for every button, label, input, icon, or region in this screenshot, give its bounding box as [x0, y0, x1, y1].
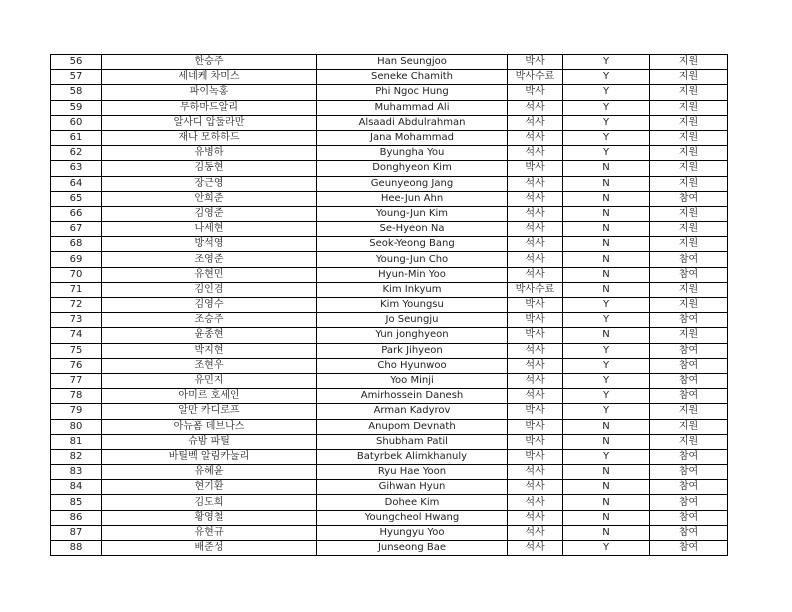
- yes-no-cell: Y: [563, 146, 650, 161]
- degree-cell: 석사: [508, 237, 563, 252]
- yes-no-cell: N: [563, 176, 650, 191]
- status-cell: 지원: [650, 85, 728, 100]
- korean-name-cell: 유병하: [102, 146, 317, 161]
- table-row: [51, 373, 728, 388]
- row-number-cell: 69: [51, 252, 102, 267]
- english-name-cell: Gihwan Hyun: [317, 480, 508, 495]
- korean-name-cell: 재나 모하하드: [102, 130, 317, 145]
- english-name-cell: Arman Kadyrov: [317, 404, 508, 419]
- yes-no-cell: N: [563, 434, 650, 449]
- status-cell: 참여: [650, 252, 728, 267]
- row-number-cell: 71: [51, 282, 102, 297]
- degree-cell: 석사: [508, 130, 563, 145]
- yes-no-cell: Y: [563, 373, 650, 388]
- korean-name-cell: 김인겸: [102, 282, 317, 297]
- english-name-cell: Muhammad Ali: [317, 100, 508, 115]
- degree-cell: 석사: [508, 191, 563, 206]
- korean-name-cell: 무하마드알리: [102, 100, 317, 115]
- yes-no-cell: Y: [563, 389, 650, 404]
- degree-cell: 박사: [508, 161, 563, 176]
- status-cell: 참여: [650, 267, 728, 282]
- status-cell: 참여: [650, 313, 728, 328]
- row-number-cell: 60: [51, 115, 102, 130]
- table-row: [51, 480, 728, 495]
- status-cell: 참여: [650, 449, 728, 464]
- yes-no-cell: N: [563, 282, 650, 297]
- degree-cell: 박사: [508, 85, 563, 100]
- english-name-cell: Seneke Chamith: [317, 70, 508, 85]
- row-number-cell: 78: [51, 389, 102, 404]
- table-row: [51, 465, 728, 480]
- status-cell: 지원: [650, 70, 728, 85]
- degree-cell: 박사: [508, 449, 563, 464]
- yes-no-cell: Y: [563, 55, 650, 70]
- degree-cell: 박사: [508, 313, 563, 328]
- korean-name-cell: 박지현: [102, 343, 317, 358]
- table-row: [51, 267, 728, 282]
- status-cell: 지원: [650, 100, 728, 115]
- english-name-cell: Yoo Minji: [317, 373, 508, 388]
- english-name-cell: Dohee Kim: [317, 495, 508, 510]
- status-cell: 지원: [650, 161, 728, 176]
- row-number-cell: 81: [51, 434, 102, 449]
- status-cell: 참여: [650, 510, 728, 525]
- table-row: [51, 298, 728, 313]
- english-name-cell: Amirhossein Danesh: [317, 389, 508, 404]
- row-number-cell: 72: [51, 298, 102, 313]
- english-name-cell: Phi Ngoc Hung: [317, 85, 508, 100]
- korean-name-cell: 세네케 차미스: [102, 70, 317, 85]
- status-cell: 지원: [650, 146, 728, 161]
- status-cell: 참여: [650, 343, 728, 358]
- table-row: [51, 146, 728, 161]
- row-number-cell: 76: [51, 358, 102, 373]
- korean-name-cell: 조승주: [102, 313, 317, 328]
- yes-no-cell: Y: [563, 130, 650, 145]
- table-row: [51, 115, 728, 130]
- row-number-cell: 86: [51, 510, 102, 525]
- table-row: [51, 100, 728, 115]
- yes-no-cell: N: [563, 222, 650, 237]
- status-cell: 지원: [650, 328, 728, 343]
- degree-cell: 석사: [508, 267, 563, 282]
- row-number-cell: 85: [51, 495, 102, 510]
- table-row: [51, 237, 728, 252]
- table-row: [51, 343, 728, 358]
- korean-name-cell: 알사디 압둘라만: [102, 115, 317, 130]
- table-row: [51, 70, 728, 85]
- english-name-cell: Batyrbek Alimkhanuly: [317, 449, 508, 464]
- roster-table-body: [51, 55, 728, 556]
- yes-no-cell: N: [563, 267, 650, 282]
- table-row: [51, 252, 728, 267]
- table-row: [51, 176, 728, 191]
- korean-name-cell: 안희준: [102, 191, 317, 206]
- yes-no-cell: N: [563, 495, 650, 510]
- row-number-cell: 79: [51, 404, 102, 419]
- status-cell: 참여: [650, 465, 728, 480]
- yes-no-cell: Y: [563, 404, 650, 419]
- degree-cell: 석사: [508, 176, 563, 191]
- korean-name-cell: 나세현: [102, 222, 317, 237]
- degree-cell: 박사: [508, 404, 563, 419]
- status-cell: 참여: [650, 358, 728, 373]
- korean-name-cell: 배준성: [102, 541, 317, 556]
- degree-cell: 박사: [508, 55, 563, 70]
- row-number-cell: 56: [51, 55, 102, 70]
- status-cell: 지원: [650, 206, 728, 221]
- status-cell: 참여: [650, 191, 728, 206]
- korean-name-cell: 유현규: [102, 525, 317, 540]
- korean-name-cell: 방석영: [102, 237, 317, 252]
- degree-cell: 석사: [508, 358, 563, 373]
- degree-cell: 박사: [508, 298, 563, 313]
- yes-no-cell: N: [563, 252, 650, 267]
- degree-cell: 석사: [508, 343, 563, 358]
- yes-no-cell: Y: [563, 115, 650, 130]
- row-number-cell: 82: [51, 449, 102, 464]
- status-cell: 지원: [650, 404, 728, 419]
- table-row: [51, 85, 728, 100]
- row-number-cell: 67: [51, 222, 102, 237]
- status-cell: 참여: [650, 480, 728, 495]
- table-row: [51, 525, 728, 540]
- status-cell: 지원: [650, 237, 728, 252]
- korean-name-cell: 유혜윤: [102, 465, 317, 480]
- english-name-cell: Geunyeong Jang: [317, 176, 508, 191]
- yes-no-cell: N: [563, 480, 650, 495]
- row-number-cell: 87: [51, 525, 102, 540]
- table-row: [51, 404, 728, 419]
- korean-name-cell: 바틸벡 알림카눌리: [102, 449, 317, 464]
- degree-cell: 석사: [508, 146, 563, 161]
- status-cell: 지원: [650, 298, 728, 313]
- yes-no-cell: Y: [563, 358, 650, 373]
- row-number-cell: 59: [51, 100, 102, 115]
- table-row: [51, 206, 728, 221]
- status-cell: 참여: [650, 495, 728, 510]
- table-row: [51, 541, 728, 556]
- english-name-cell: Kim Inkyum: [317, 282, 508, 297]
- yes-no-cell: Y: [563, 343, 650, 358]
- yes-no-cell: Y: [563, 541, 650, 556]
- korean-name-cell: 한승주: [102, 55, 317, 70]
- row-number-cell: 58: [51, 85, 102, 100]
- row-number-cell: 65: [51, 191, 102, 206]
- english-name-cell: Young-Jun Cho: [317, 252, 508, 267]
- degree-cell: 석사: [508, 541, 563, 556]
- english-name-cell: Jo Seungju: [317, 313, 508, 328]
- table-row: [51, 419, 728, 434]
- degree-cell: 석사: [508, 480, 563, 495]
- table-row: [51, 313, 728, 328]
- english-name-cell: Alsaadi Abdulrahman: [317, 115, 508, 130]
- korean-name-cell: 김영수: [102, 298, 317, 313]
- korean-name-cell: 김영준: [102, 206, 317, 221]
- yes-no-cell: N: [563, 237, 650, 252]
- table-row: [51, 358, 728, 373]
- degree-cell: 박사: [508, 434, 563, 449]
- english-name-cell: Hyun-Min Yoo: [317, 267, 508, 282]
- korean-name-cell: 조현우: [102, 358, 317, 373]
- degree-cell: 박사수료: [508, 70, 563, 85]
- english-name-cell: Donghyeon Kim: [317, 161, 508, 176]
- english-name-cell: Anupom Devnath: [317, 419, 508, 434]
- korean-name-cell: 윤종현: [102, 328, 317, 343]
- korean-name-cell: 김동현: [102, 161, 317, 176]
- degree-cell: 석사: [508, 373, 563, 388]
- english-name-cell: Hee-Jun Ahn: [317, 191, 508, 206]
- yes-no-cell: N: [563, 510, 650, 525]
- korean-name-cell: 유민지: [102, 373, 317, 388]
- degree-cell: 석사: [508, 465, 563, 480]
- table-row: [51, 495, 728, 510]
- korean-name-cell: 김도희: [102, 495, 317, 510]
- status-cell: 참여: [650, 541, 728, 556]
- row-number-cell: 84: [51, 480, 102, 495]
- yes-no-cell: Y: [563, 100, 650, 115]
- korean-name-cell: 파이녹홍: [102, 85, 317, 100]
- english-name-cell: Park Jihyeon: [317, 343, 508, 358]
- row-number-cell: 74: [51, 328, 102, 343]
- yes-no-cell: Y: [563, 85, 650, 100]
- english-name-cell: Seok-Yeong Bang: [317, 237, 508, 252]
- row-number-cell: 88: [51, 541, 102, 556]
- row-number-cell: 57: [51, 70, 102, 85]
- korean-name-cell: 알만 카디로프: [102, 404, 317, 419]
- table-row: [51, 328, 728, 343]
- roster-table-container: [50, 54, 728, 556]
- table-row: [51, 55, 728, 70]
- row-number-cell: 63: [51, 161, 102, 176]
- row-number-cell: 68: [51, 237, 102, 252]
- roster-table: [50, 54, 728, 556]
- korean-name-cell: 장근영: [102, 176, 317, 191]
- korean-name-cell: 유현민: [102, 267, 317, 282]
- degree-cell: 석사: [508, 525, 563, 540]
- english-name-cell: Se-Hyeon Na: [317, 222, 508, 237]
- status-cell: 지원: [650, 176, 728, 191]
- degree-cell: 석사: [508, 100, 563, 115]
- yes-no-cell: Y: [563, 298, 650, 313]
- table-row: [51, 510, 728, 525]
- yes-no-cell: N: [563, 465, 650, 480]
- status-cell: 지원: [650, 55, 728, 70]
- row-number-cell: 75: [51, 343, 102, 358]
- english-name-cell: Hyungyu Yoo: [317, 525, 508, 540]
- status-cell: 참여: [650, 525, 728, 540]
- korean-name-cell: 슈밤 파틸: [102, 434, 317, 449]
- row-number-cell: 61: [51, 130, 102, 145]
- korean-name-cell: 조영준: [102, 252, 317, 267]
- row-number-cell: 66: [51, 206, 102, 221]
- status-cell: 지원: [650, 434, 728, 449]
- status-cell: 지원: [650, 115, 728, 130]
- row-number-cell: 83: [51, 465, 102, 480]
- yes-no-cell: N: [563, 525, 650, 540]
- yes-no-cell: N: [563, 206, 650, 221]
- degree-cell: 박사: [508, 328, 563, 343]
- status-cell: 지원: [650, 282, 728, 297]
- status-cell: 지원: [650, 130, 728, 145]
- english-name-cell: Jana Mohammad: [317, 130, 508, 145]
- row-number-cell: 70: [51, 267, 102, 282]
- english-name-cell: Ryu Hae Yoon: [317, 465, 508, 480]
- yes-no-cell: Y: [563, 449, 650, 464]
- english-name-cell: Han Seungjoo: [317, 55, 508, 70]
- yes-no-cell: Y: [563, 313, 650, 328]
- yes-no-cell: N: [563, 419, 650, 434]
- status-cell: 지원: [650, 419, 728, 434]
- row-number-cell: 62: [51, 146, 102, 161]
- row-number-cell: 77: [51, 373, 102, 388]
- row-number-cell: 73: [51, 313, 102, 328]
- table-row: [51, 449, 728, 464]
- table-row: [51, 282, 728, 297]
- row-number-cell: 80: [51, 419, 102, 434]
- table-row: [51, 434, 728, 449]
- status-cell: 참여: [650, 389, 728, 404]
- english-name-cell: Youngcheol Hwang: [317, 510, 508, 525]
- yes-no-cell: Y: [563, 70, 650, 85]
- table-row: [51, 161, 728, 176]
- korean-name-cell: 황영철: [102, 510, 317, 525]
- english-name-cell: Shubham Patil: [317, 434, 508, 449]
- korean-name-cell: 현기환: [102, 480, 317, 495]
- english-name-cell: Yun jonghyeon: [317, 328, 508, 343]
- english-name-cell: Young-Jun Kim: [317, 206, 508, 221]
- degree-cell: 박사수료: [508, 282, 563, 297]
- degree-cell: 석사: [508, 115, 563, 130]
- english-name-cell: Byungha You: [317, 146, 508, 161]
- row-number-cell: 64: [51, 176, 102, 191]
- english-name-cell: Cho Hyunwoo: [317, 358, 508, 373]
- table-row: [51, 191, 728, 206]
- english-name-cell: Kim Youngsu: [317, 298, 508, 313]
- korean-name-cell: 아뉴폼 데브나스: [102, 419, 317, 434]
- table-row: [51, 389, 728, 404]
- degree-cell: 박사: [508, 419, 563, 434]
- degree-cell: 석사: [508, 389, 563, 404]
- table-row: [51, 222, 728, 237]
- korean-name-cell: 아미르 호세인: [102, 389, 317, 404]
- degree-cell: 석사: [508, 252, 563, 267]
- degree-cell: 석사: [508, 495, 563, 510]
- table-row: [51, 130, 728, 145]
- yes-no-cell: N: [563, 328, 650, 343]
- english-name-cell: Junseong Bae: [317, 541, 508, 556]
- degree-cell: 석사: [508, 510, 563, 525]
- status-cell: 지원: [650, 222, 728, 237]
- degree-cell: 석사: [508, 222, 563, 237]
- yes-no-cell: N: [563, 161, 650, 176]
- degree-cell: 석사: [508, 206, 563, 221]
- yes-no-cell: N: [563, 191, 650, 206]
- status-cell: 참여: [650, 373, 728, 388]
